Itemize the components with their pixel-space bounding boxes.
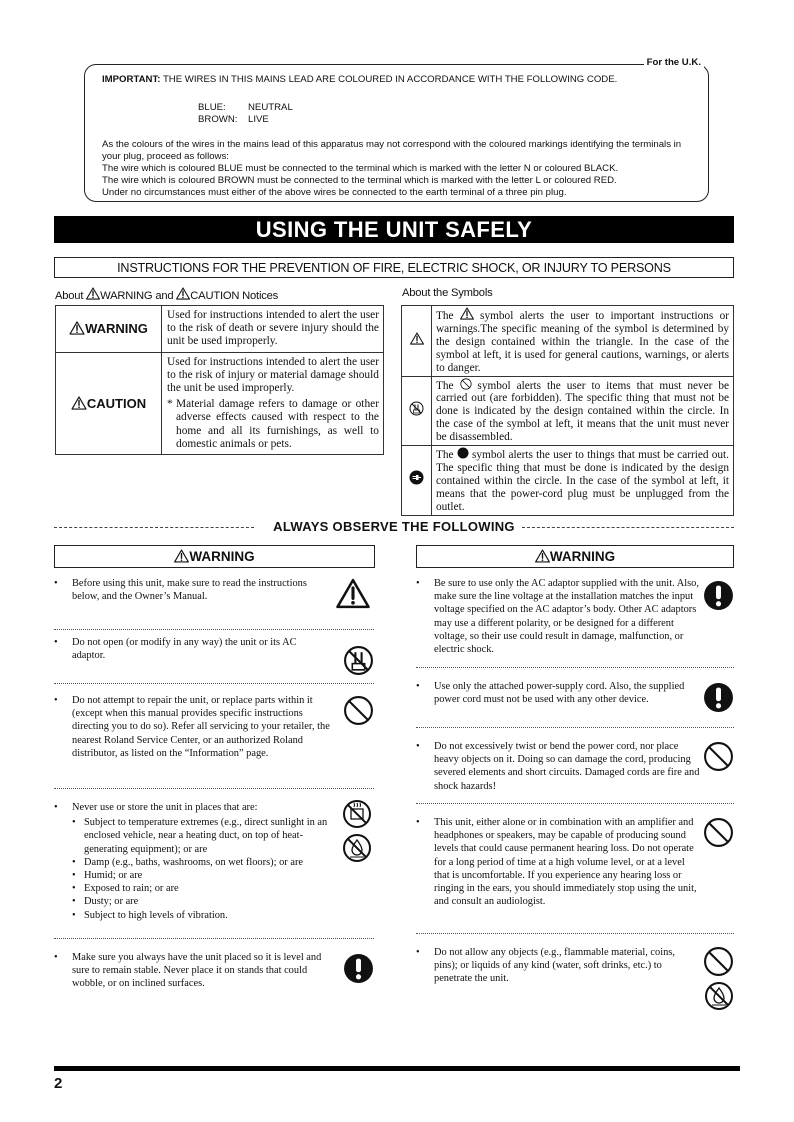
item-icons xyxy=(343,695,374,726)
item-icons xyxy=(343,953,374,984)
prohibited-icon xyxy=(703,741,734,772)
list-item xyxy=(416,804,734,934)
uk-wiring-notice xyxy=(84,57,709,202)
uk-color-row xyxy=(198,114,692,126)
warning-header-right xyxy=(416,545,734,568)
sub-item xyxy=(72,869,334,882)
bullet: • xyxy=(416,741,420,752)
sub-bullet: • xyxy=(72,909,76,921)
bullet: • xyxy=(416,817,420,828)
unplug-icon xyxy=(409,470,424,485)
sub-bullet: • xyxy=(72,817,76,829)
item-sublist xyxy=(72,816,334,922)
list-item xyxy=(54,572,374,630)
caution-label: CAUTION xyxy=(86,395,147,411)
about-notices-c: CAUTION Notices xyxy=(190,290,279,302)
always-observe-heading xyxy=(54,519,734,535)
sub-item-text: Subject to high levels of vibration. xyxy=(84,909,228,921)
item-icons xyxy=(703,946,734,1011)
warning-notice-row xyxy=(56,306,384,353)
caution-footnote xyxy=(167,398,379,451)
uk-tag: For the U.K. xyxy=(644,57,704,69)
mandatory-icon xyxy=(703,682,734,713)
sub-item xyxy=(72,895,334,908)
symbol-text: symbol alerts the user to important instructions or warnings.The specific meaning of the symbol is determined by the design contained within the triangle. In the case of the symbol at left, it is used for general cautions, warnings, or alerts to danger. xyxy=(436,310,729,374)
item-text: Do not open (or modify in any way) the unit or its AC adaptor. xyxy=(72,637,297,662)
bullet: • xyxy=(416,578,420,589)
uk-line: The wire which is coloured BROWN must be connected to the terminal which is marked with the letter L or coloured RED. xyxy=(102,175,617,186)
symbol-icon-cell xyxy=(402,376,432,446)
warning-triangle-icon xyxy=(174,549,189,563)
item-icons xyxy=(703,682,734,713)
warning-label-cell xyxy=(56,306,162,353)
item-text: Be sure to use only the AC adaptor supplied with the unit. Also, make sure the line voltage at the installation matches the input voltage specified on the AC adaptor’s body. Other AC adaptors may use a different polarity, or be designed for a different voltage, so their use could result in damage, malfunction, or electric shock. xyxy=(434,578,699,656)
symbol-icon-cell xyxy=(402,306,432,377)
warning-list-right xyxy=(416,572,734,1024)
warning-label: WARNING xyxy=(85,321,148,337)
list-item xyxy=(54,789,374,939)
do-not-disassemble-icon xyxy=(409,401,424,416)
item-text: Do not excessively twist or bend the power cord, nor place heavy objects on it. Doing so can damage the cord, producing severed elements and short circuits. Damaged cords are fire and shock hazards! xyxy=(434,741,700,792)
caution-notice-row xyxy=(56,352,384,454)
page-title: USING THE UNIT SAFELY xyxy=(54,216,734,243)
uk-color-row xyxy=(198,102,692,114)
mandatory-symbol-icon xyxy=(457,447,469,459)
warning-header-label: WARNING xyxy=(549,549,616,564)
caution-description: Used for instructions intended to alert the user to the risk of injury or material damage should the unit be used improperly. xyxy=(167,355,379,395)
symbol-row-prohibited xyxy=(402,376,734,446)
uk-color: BROWN: xyxy=(198,114,238,125)
prohibited-icon xyxy=(703,817,734,848)
no-water-icon xyxy=(342,833,372,863)
symbol-row-mandatory xyxy=(402,446,734,516)
caution-triangle-icon xyxy=(71,396,87,410)
item-text: Make sure you always have the unit placed so it is level and sure to remain stable. Never place it on stands that could wobble, or on inclined surfaces. xyxy=(72,952,322,990)
bullet: • xyxy=(54,578,58,589)
symbols-table xyxy=(401,305,734,516)
sub-bullet: • xyxy=(72,856,76,868)
mandatory-icon xyxy=(343,953,374,984)
bullet: • xyxy=(416,681,420,692)
item-icons xyxy=(703,741,734,772)
about-notices-heading xyxy=(55,287,278,302)
uk-instructions xyxy=(102,139,692,199)
warning-header-label: WARNING xyxy=(189,549,255,564)
symbol-text: symbol alerts the user to items that must never be carried out (are forbidden). The specific thing that must not be done is indicated by the design contained within the circle. In the case of the symbol at left, it means that the unit must never be disassembled. xyxy=(436,379,729,444)
list-item xyxy=(416,668,734,728)
sub-item-text: Subject to temperature extremes (e.g., direct sunlight in an enclosed vehicle, near a heating duct, on top of heat-generating equipment); or are xyxy=(84,817,328,855)
symbol-description xyxy=(432,376,734,446)
about-notices-b: WARNING and xyxy=(100,290,177,302)
symbol-description xyxy=(432,306,734,377)
symbol-icon-cell xyxy=(402,446,432,516)
mandatory-icon xyxy=(703,580,734,611)
item-text: This unit, either alone or in combination with an amplifier and headphones or speakers, may be capable of producing sound levels that could cause permanent hearing loss. Do not operate for a long period of time at a high volume level, or at a level that is uncomfortable. If you experience any hearing loss or ringing in the ears, you should immediately stop using the unit, and consult an audiologist. xyxy=(434,817,697,908)
footer-rule xyxy=(54,1066,740,1071)
sub-item-text: Dusty; or are xyxy=(84,896,139,908)
bullet: • xyxy=(54,952,58,963)
symbol-text-pre: The xyxy=(436,449,457,462)
bullet: • xyxy=(54,695,58,706)
footnote-mark: * xyxy=(167,398,173,411)
warning-description: Used for instructions intended to alert the user to the risk of death or severe injury should the unit be used improperly. xyxy=(162,306,384,353)
caution-label-cell xyxy=(56,352,162,454)
list-item xyxy=(54,684,374,789)
list-item xyxy=(416,934,734,1024)
item-text: Never use or store the unit in places that are: xyxy=(72,802,258,813)
uk-important-text: THE WIRES IN THIS MAINS LEAD ARE COLOURED IN ACCORDANCE WITH THE FOLLOWING CODE. xyxy=(160,74,618,85)
list-item xyxy=(54,939,374,999)
item-text: Do not allow any objects (e.g., flammable material, coins, pins); or liquids of any kind (water, soft drinks, etc.) to penetrate the unit. xyxy=(434,947,675,985)
no-water-icon xyxy=(704,981,734,1011)
list-item xyxy=(54,630,374,684)
sub-item-text: Exposed to rain; or are xyxy=(84,883,179,895)
notice-table xyxy=(55,305,384,455)
caution-triangle-icon xyxy=(336,578,370,609)
uk-color-meaning: LIVE xyxy=(248,114,269,125)
bullet: • xyxy=(54,637,58,648)
warning-triangle-icon xyxy=(535,549,550,563)
bullet: • xyxy=(416,947,420,958)
do-not-disassemble-icon xyxy=(343,645,374,676)
sub-bullet: • xyxy=(72,883,76,895)
symbol-row-triangle xyxy=(402,306,734,377)
page-number: 2 xyxy=(54,1075,63,1092)
sub-item xyxy=(72,909,334,922)
item-icons xyxy=(703,580,734,611)
prohibited-icon xyxy=(703,946,734,977)
footnote-text: Material damage refers to damage or other adverse effects caused with respect to the home and all its furnishings, as well to domestic animals or pets. xyxy=(176,398,379,450)
section-subtitle: INSTRUCTIONS FOR THE PREVENTION OF FIRE, ELECTRIC SHOCK, OR INJURY TO PERSONS xyxy=(54,257,734,278)
always-observe-label: ALWAYS OBSERVE THE FOLLOWING xyxy=(267,519,521,534)
uk-color: BLUE: xyxy=(198,102,226,113)
sub-item-text: Damp (e.g., baths, washrooms, on wet floors); or are xyxy=(84,856,304,868)
triangle-symbol-icon xyxy=(460,307,474,320)
uk-line: As the colours of the wires in the mains lead of this apparatus may not correspond with the coloured markings identifying the terminals in your plug, proceed as follows: xyxy=(102,139,682,162)
item-text: Use only the attached power-supply cord. Also, the supplied power cord must not be used with any other device. xyxy=(434,681,685,706)
prohibited-icon xyxy=(343,695,374,726)
uk-line: The wire which is coloured BLUE must be connected to the terminal which is marked with the letter N or coloured BLACK. xyxy=(102,163,619,174)
warning-list-left xyxy=(54,572,374,999)
sub-item xyxy=(72,816,334,856)
sub-item-text: Humid; or are xyxy=(84,870,143,882)
item-icons xyxy=(336,578,370,609)
uk-color-codes xyxy=(198,102,692,126)
sub-item xyxy=(72,882,334,895)
caution-triangle-icon xyxy=(176,287,190,300)
symbol-text-pre: The xyxy=(436,310,460,322)
caution-description-cell xyxy=(162,352,384,454)
item-icons xyxy=(343,645,374,676)
uk-important-label: IMPORTANT: xyxy=(102,74,161,85)
sub-bullet: • xyxy=(72,896,76,908)
no-heat-icon xyxy=(342,799,372,829)
item-text: Before using this unit, make sure to read the instructions below, and the Owner’s Manual. xyxy=(72,578,307,603)
always-observe-divider xyxy=(54,519,734,535)
warning-triangle-icon xyxy=(86,287,100,300)
item-body xyxy=(72,789,334,922)
list-item xyxy=(416,572,734,668)
warning-triangle-icon xyxy=(69,321,85,335)
sub-bullet: • xyxy=(72,870,76,882)
caution-triangle-icon xyxy=(410,332,424,345)
item-icons xyxy=(703,817,734,848)
about-symbols-heading: About the Symbols xyxy=(402,287,493,299)
symbol-description xyxy=(432,446,734,516)
uk-line: Under no circumstances must either of the above wires be connected to the earth terminal of a three pin plug. xyxy=(102,187,567,198)
uk-color-meaning: NEUTRAL xyxy=(248,102,293,113)
uk-important xyxy=(102,74,692,86)
sub-item xyxy=(72,856,334,869)
symbol-text: symbol alerts the user to things that must be carried out. The specific thing that must be done is indicated by the design contained within the circle. In the case of the symbol at left, it means that the power-cord plug must be unplugged from the outlet. xyxy=(436,449,730,513)
about-notices-a: About xyxy=(55,290,87,302)
warning-header-left xyxy=(54,545,375,568)
item-text: Do not attempt to repair the unit, or replace parts within it (except when this manual provides specific instructions directing you to do so). Refer all servicing to your retailer, the nearest Roland Service Center, or an authorized Roland distributor, as listed on the “Information” page. xyxy=(72,695,330,759)
prohibition-symbol-icon xyxy=(460,378,472,390)
item-icons xyxy=(342,799,372,863)
bullet: • xyxy=(54,802,58,813)
symbol-text-pre: The xyxy=(436,379,460,392)
list-item xyxy=(416,728,734,804)
